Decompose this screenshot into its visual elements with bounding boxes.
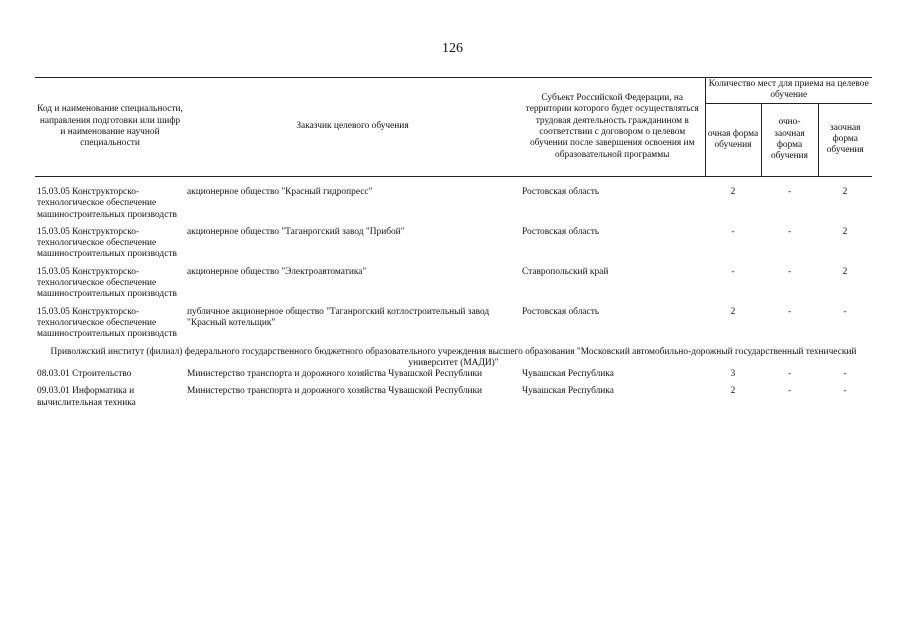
- header-extramural: заочная форма обучения: [818, 103, 872, 176]
- row-extramural: -: [843, 369, 847, 380]
- row-region: Чувашская Республика: [522, 386, 614, 397]
- table-row: [35, 369, 872, 386]
- row-extramural: 2: [842, 187, 848, 197]
- row-extramural: 2: [842, 266, 848, 277]
- row-customer: акционерное общество "Таганрогский завод "Прибой": [187, 226, 405, 237]
- table-row: [35, 307, 872, 347]
- section-row: [35, 347, 872, 370]
- page-number: 126: [442, 41, 463, 56]
- admission-table: [35, 77, 872, 415]
- row-customer: публичное акционерное общество "Таганрогский котлостроительный завод "Красный котельщик": [187, 306, 490, 328]
- row-code: 15.03.05 Конструкторско-технологическое обеспечение машиностроительных производств: [37, 226, 177, 260]
- row-part-time: -: [787, 187, 792, 197]
- row-part-time: -: [787, 306, 792, 317]
- header-subject: Субъект Российской Федерации, на территории которого будет осуществляться трудовая деятельность гражданином в соответствии с договором о целевом обучении после завершения освоения им образовательной программы: [520, 78, 705, 177]
- row-customer: акционерное общество "Красный гидропресс": [187, 187, 373, 197]
- header-code: Код и наименование специальности, направления подготовки или шифр и наименование научной специальности: [35, 78, 185, 177]
- row-region: Ростовская область: [522, 187, 600, 197]
- row-customer: Министерство транспорта и дорожного хозяйства Чувашской Республики: [187, 386, 483, 397]
- header-places: Количество мест для приема на целевое обучение: [705, 78, 872, 104]
- row-extramural: 2: [842, 226, 848, 237]
- row-customer: акционерное общество "Электроавтоматика": [187, 266, 367, 277]
- header-customer: Заказчик целевого обучения: [185, 78, 520, 177]
- row-code: 15.03.05 Конструкторско-технологическое обеспечение машиностроительных производств: [37, 306, 177, 340]
- row-region: Ставропольский край: [522, 266, 609, 277]
- table-row: [35, 267, 872, 307]
- row-full-time: 2: [730, 386, 736, 397]
- row-full-time: -: [731, 266, 735, 277]
- table-body: [35, 177, 872, 416]
- row-code: 15.03.05 Конструкторско-технологическое обеспечение машиностроительных производств: [37, 187, 177, 220]
- row-part-time: -: [787, 226, 792, 237]
- row-code: 15.03.05 Конструкторско-технологическое обеспечение машиностроительных производств: [37, 266, 177, 300]
- row-customer: Министерство транспорта и дорожного хозяйства Чувашской Республики: [187, 369, 483, 380]
- table-header: [35, 78, 872, 177]
- row-region: Чувашская Республика: [522, 369, 614, 380]
- row-code: 09.03.01 Информатика и вычислительная техника: [37, 386, 136, 408]
- header-part-time: очно-заочная форма обучения: [761, 103, 818, 176]
- row-code: 08.03.01 Строительство: [37, 369, 132, 380]
- row-part-time: -: [787, 266, 792, 277]
- row-extramural: -: [843, 386, 847, 397]
- header-full-time: очная форма обучения: [705, 103, 761, 176]
- section-title: Приволжский институт (филиал) федерального государственного бюджетного образовательного учреждения высшего образования "Московский автомобильно-дорожный государственный технический университет (МАДИ)": [50, 346, 857, 368]
- row-region: Ростовская область: [522, 226, 600, 237]
- row-full-time: 3: [730, 369, 736, 380]
- row-region: Ростовская область: [522, 306, 600, 317]
- table-row: [35, 386, 872, 415]
- row-extramural: -: [843, 306, 847, 317]
- row-full-time: -: [731, 226, 735, 237]
- table-row: [35, 227, 872, 267]
- row-part-time: -: [787, 386, 792, 397]
- row-full-time: 2: [730, 187, 736, 197]
- row-part-time: -: [787, 369, 792, 380]
- row-full-time: 2: [730, 306, 736, 317]
- table-row: [35, 187, 872, 227]
